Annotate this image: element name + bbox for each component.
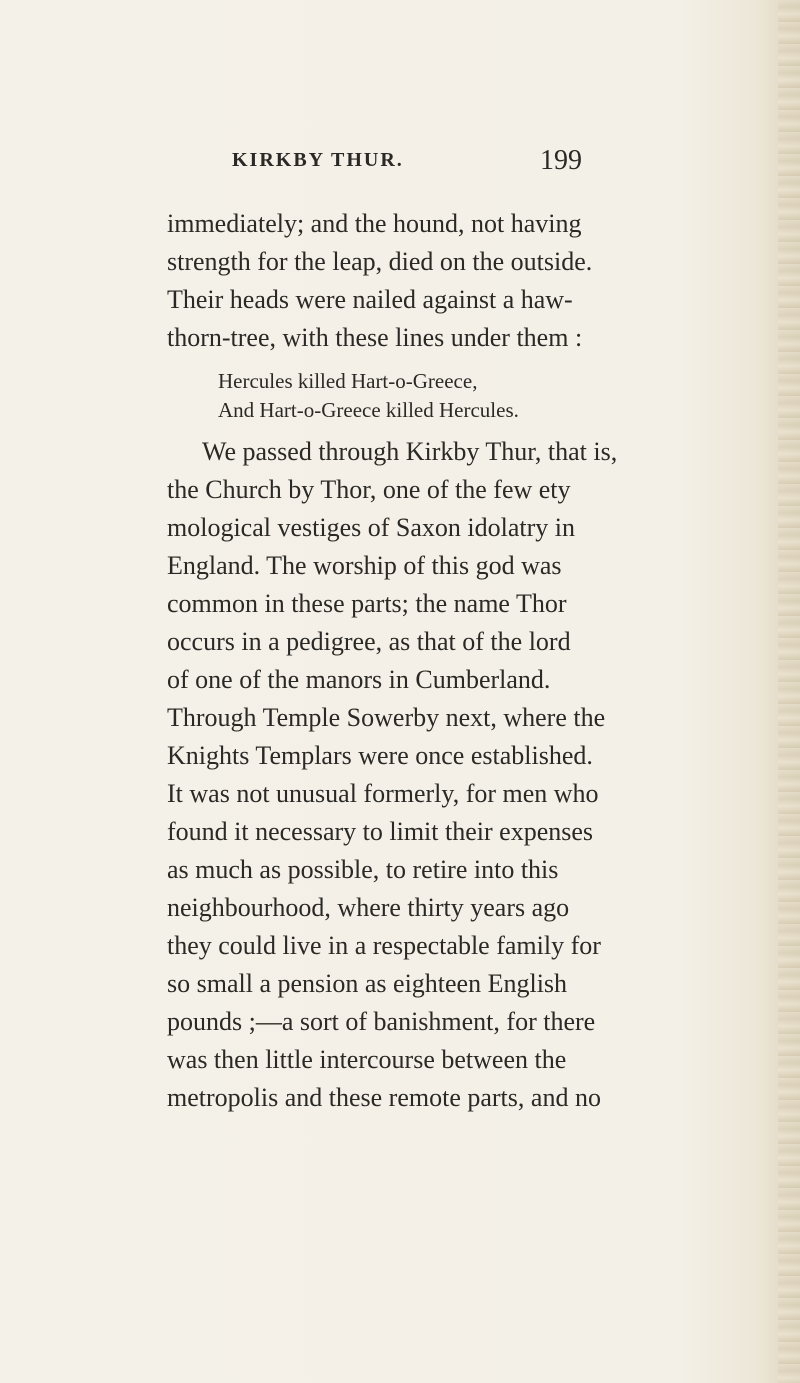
paragraph-2-line-7: of one of the manors in Cumberland. <box>167 665 551 694</box>
paragraph-2-line-3: mological vestiges of Saxon idolatry in <box>167 513 575 542</box>
paragraph-2-line-10: It was not unusual formerly, for men who <box>167 779 599 808</box>
running-title: KIRKBY THUR. <box>232 149 404 171</box>
page-edge <box>778 0 800 1383</box>
paragraph-2-line-17: was then little intercourse between the <box>167 1045 567 1074</box>
paragraph-2-line-12: as much as possible, to retire into this <box>167 855 559 884</box>
paragraph-1-line-2: strength for the leap, died on the outside. <box>167 247 593 276</box>
paragraph-2-line-15: so small a pension as eighteen English <box>167 969 568 998</box>
verse-line-1: Hercules killed Hart-o-Greece, <box>218 369 478 393</box>
paragraph-2-line-6: occurs in a pedigree, as that of the lord <box>167 627 571 656</box>
paragraph-2-line-5: common in these parts; the name Thor <box>167 589 567 618</box>
paragraph-2-line-1: We passed through Kirkby Thur, that is, <box>202 437 618 466</box>
paragraph-2-line-9: Knights Templars were once established. <box>167 741 593 770</box>
paragraph-2-line-8: Through Temple Sowerby next, where the <box>167 703 606 732</box>
paragraph-2-line-2: the Church by Thor, one of the few ety <box>167 475 571 504</box>
paragraph-1-line-3: Their heads were nailed against a haw- <box>167 285 573 314</box>
paragraph-2-line-18: metropolis and these remote parts, and no <box>167 1083 601 1112</box>
paragraph-1-line-1: immediately; and the hound, not having <box>167 209 582 238</box>
paragraph-2-line-13: neighbourhood, where thirty years ago <box>167 893 570 922</box>
paragraph-2-line-16: pounds ;—a sort of banishment, for there <box>167 1007 596 1036</box>
paragraph-2-line-14: they could live in a respectable family for <box>167 931 601 960</box>
paragraph-1-line-4: thorn-tree, with these lines under them : <box>167 323 583 352</box>
page-number: 199 <box>540 145 582 176</box>
paragraph-2-line-11: found it necessary to limit their expenses <box>167 817 594 846</box>
running-head <box>232 147 592 181</box>
paragraph-2-line-4: England. The worship of this god was <box>167 551 562 580</box>
verse-line-2: And Hart-o-Greece killed Hercules. <box>218 398 519 422</box>
